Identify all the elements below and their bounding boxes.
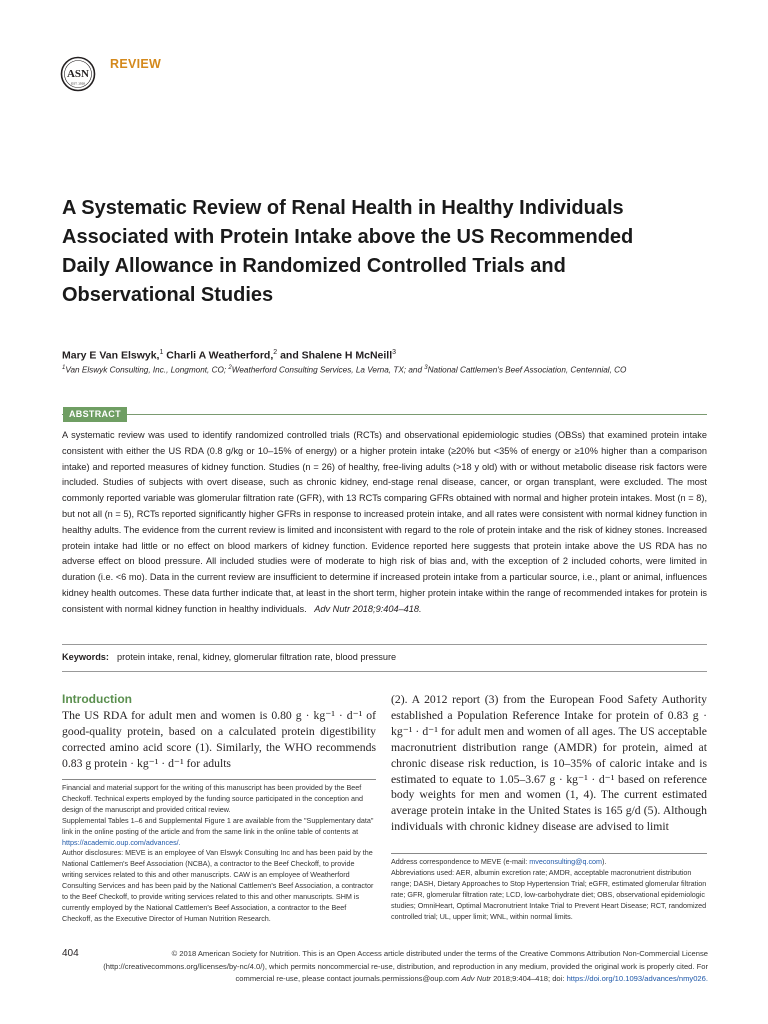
page-number: 404 — [62, 948, 79, 959]
correspondence-end: ). — [602, 857, 607, 866]
footnote-divider-right — [391, 853, 707, 854]
affil-2-sup: 2 — [228, 365, 232, 371]
affiliations — [62, 365, 722, 375]
copyright-notice — [88, 948, 708, 986]
section-label: REVIEW — [110, 57, 162, 71]
intro-left-column — [62, 692, 376, 772]
author-3: and Shalene H McNeill — [277, 349, 393, 362]
copyright-line-2: (http://creativecommons.org/licenses/by-nc/4.0/), which permits noncommercial re-use, distribution, and reproduction in any medium, provided the original work is properly cited. For — [103, 961, 708, 971]
intro-right-column — [391, 692, 707, 835]
author-3-sup: 3 — [392, 349, 397, 356]
intro-right-text: (2). A 2012 report (3) from the European Food Safety Authority established a Population Reference Intake for protein of 0.83 g · kg⁻¹ · d⁻¹ for adult men and women of all ages. The US acceptable macronutrient distribution range (AMDR) for protein, aimed at chronic disease risk reduction, is 10–35% of caloric intake and is estimated to equate to 1.05–3.67 g · kg⁻¹ · d⁻¹ based on reference body weights for men and women (1, 4). The current estimated average protein intake in the United States is 165 g/d (5). Although individuals with chronic kidney disease are advised to limit — [391, 693, 707, 834]
asn-logo — [60, 56, 96, 92]
affil-3: National Cattlemen's Beef Association, Centennial, CO — [427, 365, 627, 375]
abstract-divider — [62, 414, 707, 415]
footnote-correspondence — [391, 857, 707, 868]
logo-subtext: EST. 1928 — [71, 81, 85, 86]
footnotes-right — [391, 857, 707, 922]
footnote-funding: Financial and material support for the writing of this manuscript has been provided by the Beef Checkoff. Technical experts employed by the funding source participated in the conception and design of the manuscript and provided critical review. — [62, 783, 363, 814]
supplemental-link[interactable]: https://academic.oup.com/advances/. — [62, 837, 181, 847]
doi-link[interactable]: https://doi.org/10.1093/advances/nmy026. — [566, 974, 708, 983]
footnote-supplemental-text: Supplemental Tables 1–6 and Supplemental Figure 1 are available from the "Supplementary data" link in the online posting of the article and from the same link in the online table of contents at — [62, 815, 374, 836]
author-list — [62, 349, 396, 362]
footnote-divider-left — [62, 779, 376, 780]
logo-text: ASN — [66, 68, 90, 80]
keywords-label: Keywords: — [62, 652, 109, 662]
correspondence-email-link[interactable]: mveconsulting@q.com — [529, 857, 603, 866]
footnote-disclosures: Author disclosures: MEVE is an employee of Van Elswyk Consulting Inc and has been paid by the National Cattlemen's Beef Association (NCBA), a contractor to the Beef Checkoff, to provide writing services related to this and other manuscripts. CAW is an employee of Weatherford Consulting Services and has been paid by the National Cattlemen's Beef Association, a contractor to the Beef Checkoff, to provide writing services related to this and other manuscripts. SHM is currently employed by the National Cattlemen's Beef Association, a contractor to the Beef Checkoff, as the Executive Director of Human Nutrition Research. — [62, 848, 374, 923]
affil-1: Van Elswyk Consulting, Inc., Longmont, CO; — [65, 365, 229, 375]
intro-heading: Introduction — [62, 692, 132, 706]
copyright-line-3 — [88, 973, 708, 986]
journal-name: Adv Nutr — [461, 974, 491, 983]
abstract-label: ABSTRACT — [63, 407, 127, 422]
author-2-sup: 2 — [273, 349, 278, 356]
keywords — [62, 652, 396, 662]
affil-2: Weatherford Consulting Services, La Verna, TX; and — [231, 365, 425, 375]
copyright-line-3c: 2018;9:404–418; doi: — [490, 974, 567, 983]
author-1: Mary E Van Elswyk, — [62, 349, 160, 362]
footnotes-left — [62, 783, 376, 925]
copyright-line-3a: commercial re-use, please contact journals.permissions@oup.com — [235, 974, 462, 983]
abstract-text — [62, 428, 707, 618]
author-1-sup: 1 — [159, 349, 164, 356]
correspondence-text: Address correspondence to MEVE (e-mail: — [391, 857, 530, 866]
keywords-text: protein intake, renal, kidney, glomerular filtration rate, blood pressure — [116, 652, 397, 662]
abstract-citation: Adv Nutr 2018;9:404–418. — [314, 603, 422, 614]
author-2: Charli A Weatherford, — [163, 349, 274, 362]
keywords-bottom-divider — [62, 671, 707, 672]
affil-3-sup: 3 — [424, 365, 428, 371]
article-title: A Systematic Review of Renal Health in Healthy Individuals Associated with Protein Intake above the US Recommended Daily Allowance in Randomized Controlled Trials and Observational Studies — [62, 197, 634, 306]
footnote-abbreviations: Abbreviations used: AER, albumin excretion rate; AMDR, acceptable macronutrient distribution range; DASH, Dietary Approaches to Stop Hypertension Trial; eGFR, estimated glomerular filtration rate; GFR, glomerular filtration rate; LCD, low-carbohydrate diet; OBS, observational epidemiologic studies; OmniHeart, Optimal Macronutrient Intake Trial to Prevent Heart Disease; RCT, randomized controlled trial; UL, upper limit; WNL, within normal limits. — [391, 867, 707, 921]
affil-1-sup: 1 — [62, 365, 66, 371]
abstract-body: A systematic review was used to identify randomized controlled trials (RCTs) and observational epidemiologic studies (OBSs) that examined protein intake consistent with either the US RDA (0.8 g/kg or 10–15% of energy) or a higher protein intake (≥20% but <35% of energy or ≥10% higher than a comparison intake) and reported measures of kidney function. Studies (n = 26) of healthy, free-living adults (>18 y old) with or without metabolic disease risk factors were included. Studies of subjects with overt disease, such as chronic kidney, end-stage renal disease, cancer, or organ transplant, were excluded. The most commonly reported variable was glomerular filtration rate (GFR), with 13 RCTs comparing GFRs obtained with normal and higher protein intakes. Most (n = 8), but not all (n = 5), RCTs reported significantly higher GFRs in response to increased protein intake, and all rates were consistent with normal kidney function in healthy adults. The evidence from the current review is limited and inconsistent with regard to the role of protein intake and the risk of kidney stones. Increased protein intake had little or no effect on blood markers of kidney function. Evidence reported here suggests that protein intake above the US RDA has no adverse effect on blood pressure. All included studies were of moderate to high risk of bias and, with the exception of 2 included cohorts, were limited in duration (i.e. <6 mo). Data in the current review are insufficient to determine if increased protein intake from a particular source, i.e., plant or animal, influences kidney health outcomes. These data further indicate that, at least in the short term, higher protein intake within the range of recommended intakes for protein is consistent with normal kidney function in healthy individuals. — [62, 430, 707, 614]
copyright-line-1: © 2018 American Society for Nutrition. This is an Open Access article distributed under the terms of the Creative Commons Attribution Non-Commercial License — [171, 949, 708, 958]
intro-left-text: The US RDA for adult men and women is 0.80 g · kg⁻¹ · d⁻¹ of good-quality protein, based on a calculated protein digestibility corrected amino acid score (1). Similarly, the WHO recommends 0.83 g protein · kg⁻¹ · d⁻¹ for adults — [62, 709, 376, 770]
keywords-top-divider — [62, 644, 707, 645]
footnote-supplemental — [62, 816, 376, 849]
